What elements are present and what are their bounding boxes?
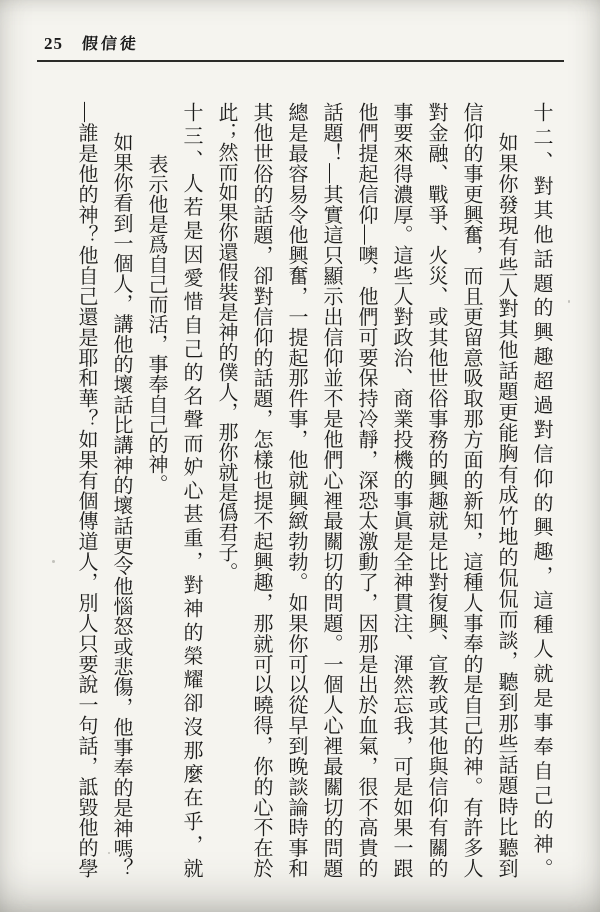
text-column: 事要來得濃厚。這些人對政治、商業投機的事眞是全神貫注、渾然忘我，可是如果一跟 <box>390 102 412 878</box>
text-column: 對金融、戰爭、火災、或其他世俗事務的興趣就是比對復興、宣教或其他與信仰有關的 <box>425 102 447 878</box>
header-divider <box>37 60 564 62</box>
text-column: —誰是他的神？他自己還是耶和華？如果有個傳道人，別人只要說一句話，詆毀他的學 <box>75 102 97 878</box>
scan-speck <box>108 852 110 854</box>
text-column: 如果你看到一個人，講他的壞話比講神的壞話更令他惱怒或悲傷，他事奉的是神嗎？ <box>110 132 132 878</box>
text-column: 話題！—其實這只顯示出信仰並不是他們心裡最關切的問題。一個人心裡最關切的問題 <box>320 102 342 878</box>
running-title: 假信徒 <box>81 36 140 53</box>
text-column: 他們提起信仰—噢，他們可要保持冷靜，深恐太激動了，因那是出於血氣，很不高貴的 <box>355 102 377 878</box>
scan-speck <box>568 300 570 303</box>
page-number: 25 <box>44 34 63 53</box>
text-column: 信仰的事更興奮，而且更留意吸取那方面的新知，這種人事奉的是自己的神。有許多人 <box>460 102 482 878</box>
section-12-heading-column: 十二、對其他話題的興趣超過對信仰的興趣，這種人就是事奉自己的神。 <box>530 102 552 878</box>
text-column: 此；然而如果你還假裝是神的僕人，那你就是僞君子。 <box>215 102 237 582</box>
section-13 <box>68 102 208 878</box>
text-column: 其他世俗的話題，卻對信仰的話題，怎樣也提不起興趣，那就可以曉得，你的心不在於 <box>250 102 272 878</box>
scan-speck <box>52 560 55 563</box>
page-header <box>44 31 139 54</box>
text-body <box>68 102 558 878</box>
section-12 <box>208 102 558 878</box>
text-column: 如果你發現有些人對其他話題更能胸有成竹地的侃侃而談，聽到那些話題時比聽到 <box>495 132 517 878</box>
text-column: 總是最容易令他興奮，一提起那件事，他就興緻勃勃。如果你可以從早到晚談論時事和 <box>285 102 307 878</box>
text-column: 表示他是爲自己而活，事奉自己的神。 <box>145 154 167 494</box>
section-13-heading-column: 十三、人若是因愛惜自己的名聲而妒心甚重，對神的榮耀卻沒那麼在乎，就 <box>180 102 202 878</box>
